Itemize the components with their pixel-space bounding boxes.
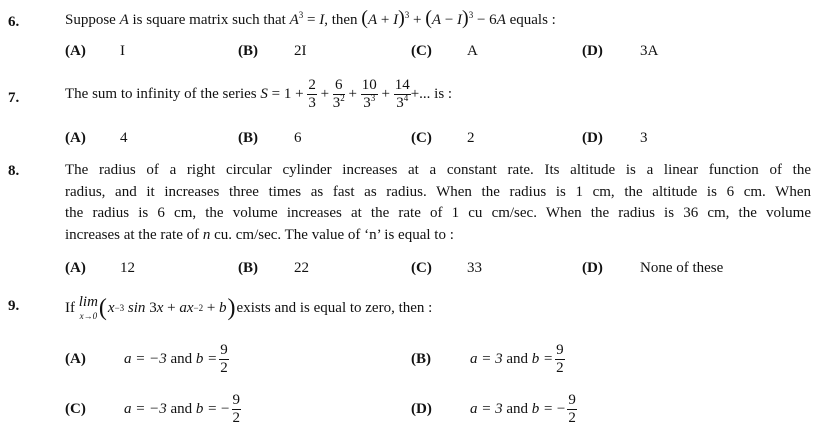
option-label: (C) — [411, 43, 432, 59]
option-label: (B) — [238, 130, 258, 146]
series-fraction: $\frac{10}{3^3}$ — [361, 76, 377, 111]
question-text: The sum to infinity of the series S = 1 + $\frac{2}{3}$ + $\frac{6}{3^2}$ + $\frac{10}{3^3}$ + $\frac{14}{3^4}$ +... is : — [65, 76, 453, 111]
option-value: 4 — [120, 130, 128, 146]
option-label: (D) — [411, 401, 432, 417]
series-fraction: $\frac{6}{3^2}$ — [332, 76, 345, 111]
option-label: (A) — [65, 130, 86, 146]
option-value: a = −3 and b = $\frac{9}{2}$ — [124, 341, 228, 376]
option-value: 12 — [120, 260, 135, 276]
option-label: (A) — [65, 43, 86, 59]
question-number: 9. — [8, 298, 20, 314]
option-label: (D) — [582, 130, 603, 146]
series-fraction: $\frac{14}{3^4}$ — [394, 76, 410, 111]
option-label: (A) — [65, 260, 86, 276]
option-value: 22 — [294, 260, 309, 276]
option-label: (A) — [65, 351, 86, 367]
question-text: Suppose A is square matrix such that $A^3 = I$, then $(A + I)^3 + (A - I)^3 - 6A$ equals : — [65, 7, 556, 29]
option-value: A — [467, 43, 478, 59]
question-number: 8. — [8, 163, 20, 179]
limit-operator: lim x→0 — [78, 294, 98, 321]
option-value: a = 3 and b = − $\frac{9}{2}$ — [470, 391, 576, 426]
series-fraction: $\frac{2}{3}$ — [308, 76, 316, 111]
option-value: 3 — [640, 130, 648, 146]
question-paragraph: The radius of a right circular cylinder increases at a constant rate. Its altitude is a linear function of the radius, and it increases three times as fast as radius. When the radius is 1 cm, the altitude is 6 cm. When the radius is 6 cm, the volume increases at the rate of 1 cu cm/sec. When the radius is 36 cm, the volume increases at the rate of n cu. cm/sec. The value of ‘n’ is equal to : — [65, 162, 811, 243]
option-value: a = −3 and b = − $\frac{9}{2}$ — [124, 391, 241, 426]
option-value: 3A — [640, 43, 659, 59]
option-value: 33 — [467, 260, 482, 276]
question-number: 7. — [8, 90, 20, 106]
option-label: (B) — [238, 43, 258, 59]
option-label: (C) — [411, 260, 432, 276]
option-label: (D) — [582, 43, 603, 59]
option-label: (B) — [411, 351, 431, 367]
option-value: 6 — [294, 130, 302, 146]
question-text: If lim x→0 ( x −3 sin 3 x + ax −2 + b ) exists and is equal to zero, then : — [65, 294, 433, 321]
option-value: None of these — [640, 260, 724, 276]
question-number: 6. — [8, 14, 20, 30]
option-label: (C) — [65, 401, 86, 417]
option-value: I — [120, 43, 125, 59]
option-value: 2 — [467, 130, 475, 146]
option-label: (D) — [582, 260, 603, 276]
option-label: (B) — [238, 260, 258, 276]
option-value: 2I — [294, 43, 307, 59]
option-label: (C) — [411, 130, 432, 146]
option-value: a = 3 and b = $\frac{9}{2}$ — [470, 341, 564, 376]
